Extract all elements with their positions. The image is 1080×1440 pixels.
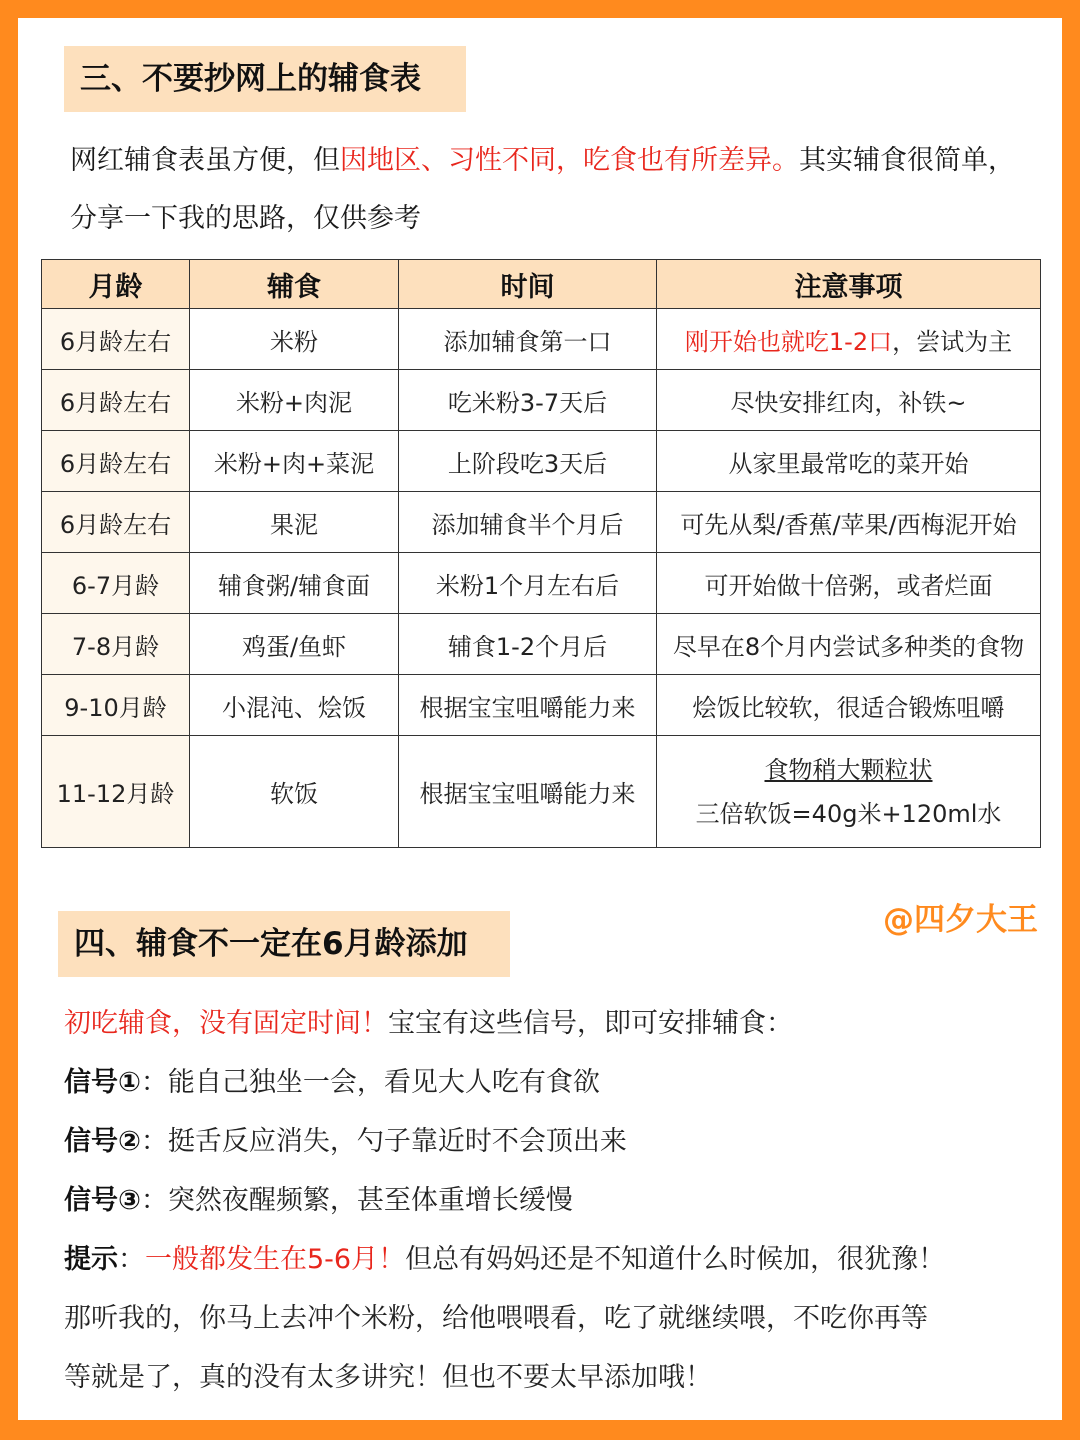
cell-time: 添加辅食半个月后 bbox=[399, 492, 657, 553]
cell-time: 米粉1个月左右后 bbox=[399, 553, 657, 614]
cell-note: 从家里最常吃的菜开始 bbox=[657, 431, 1041, 492]
cell-food: 米粉 bbox=[190, 309, 399, 370]
note-line-2: 三倍软饭=40g米+120ml水 bbox=[695, 799, 1002, 828]
section-4-title: 四、辅食不一定在6月龄添加 bbox=[58, 911, 510, 977]
cell-note: 尽早在8个月内尝试多种类的食物 bbox=[657, 614, 1041, 675]
intro-text: 宝宝有这些信号，即可安排辅食： bbox=[388, 1008, 793, 1039]
tip-text: 但总有妈妈还是不知道什么时候加，很犹豫！ bbox=[405, 1244, 946, 1275]
intro-text-a: 网红辅食表虽方便，但 bbox=[70, 145, 340, 176]
cell-note: 可先从梨/香蕉/苹果/西梅泥开始 bbox=[657, 492, 1041, 553]
cell-food: 小混沌、烩饭 bbox=[190, 675, 399, 736]
intro-highlight: 初吃辅食，没有固定时间！ bbox=[64, 1008, 388, 1039]
tip-line-1 bbox=[64, 1240, 1044, 1280]
table-header-row bbox=[42, 260, 1041, 309]
intro-highlight: 因地区、习性不同，吃食也有所差异。 bbox=[340, 145, 799, 176]
signal-label: 信号② bbox=[64, 1126, 141, 1157]
section-4-intro bbox=[64, 1004, 1044, 1044]
cell-food: 米粉+肉泥 bbox=[190, 370, 399, 431]
cell-note: 可开始做十倍粥，或者烂面 bbox=[657, 553, 1041, 614]
cell-food: 果泥 bbox=[190, 492, 399, 553]
tip-label: 提示 bbox=[64, 1244, 118, 1275]
signal-text: ：挺舌反应消失，勺子靠近时不会顶出来 bbox=[140, 1126, 627, 1157]
signal-label: 信号③ bbox=[64, 1185, 141, 1216]
signal-2 bbox=[64, 1122, 1044, 1162]
table-row bbox=[42, 675, 1041, 736]
cell-note bbox=[657, 309, 1041, 370]
tip-line-3: 等就是了，真的没有太多讲究！但也不要太早添加哦！ bbox=[64, 1362, 712, 1393]
cell-time: 吃米粉3-7天后 bbox=[399, 370, 657, 431]
cell-age: 6月龄左右 bbox=[42, 492, 190, 553]
cell-time: 上阶段吃3天后 bbox=[399, 431, 657, 492]
note-highlight: 刚开始也就吃1-2口 bbox=[684, 327, 893, 356]
cell-time: 根据宝宝咀嚼能力来 bbox=[399, 736, 657, 848]
cell-age: 6月龄左右 bbox=[42, 309, 190, 370]
signal-1 bbox=[64, 1063, 1044, 1103]
cell-age: 6-7月龄 bbox=[42, 553, 190, 614]
signal-text: ：能自己独坐一会，看见大人吃有食欲 bbox=[140, 1067, 600, 1098]
cell-food: 辅食粥/辅食面 bbox=[190, 553, 399, 614]
header-food: 辅食 bbox=[190, 260, 399, 309]
cell-age: 9-10月龄 bbox=[42, 675, 190, 736]
cell-age: 11-12月龄 bbox=[42, 736, 190, 848]
table-row bbox=[42, 736, 1041, 848]
table-row bbox=[42, 370, 1041, 431]
signal-label: 信号① bbox=[64, 1067, 141, 1098]
cell-age: 6月龄左右 bbox=[42, 431, 190, 492]
cell-food: 米粉+肉+菜泥 bbox=[190, 431, 399, 492]
note-text: ，尝试为主 bbox=[892, 327, 1013, 356]
cell-time: 辅食1-2个月后 bbox=[399, 614, 657, 675]
tip-colon: ： bbox=[118, 1244, 145, 1275]
intro-text-b: 其实辅食很简单，分享一下我的思路，仅供参考 bbox=[70, 145, 1015, 234]
cell-time: 根据宝宝咀嚼能力来 bbox=[399, 675, 657, 736]
header-notes: 注意事项 bbox=[657, 260, 1041, 309]
signal-text: ：突然夜醒频繁，甚至体重增长缓慢 bbox=[140, 1185, 573, 1216]
section-3-intro bbox=[70, 132, 1030, 248]
table-row bbox=[42, 614, 1041, 675]
table-row bbox=[42, 553, 1041, 614]
note-line-1: 食物稍大颗粒状 bbox=[764, 755, 933, 784]
header-age: 月龄 bbox=[42, 260, 190, 309]
cell-note: 尽快安排红肉，补铁~ bbox=[657, 370, 1041, 431]
section-3-title: 三、不要抄网上的辅食表 bbox=[64, 46, 466, 112]
page bbox=[18, 18, 1062, 1420]
cell-food: 鸡蛋/鱼虾 bbox=[190, 614, 399, 675]
header-time: 时间 bbox=[399, 260, 657, 309]
cell-note bbox=[657, 736, 1041, 848]
table-row bbox=[42, 431, 1041, 492]
cell-food: 软饭 bbox=[190, 736, 399, 848]
cell-time: 添加辅食第一口 bbox=[399, 309, 657, 370]
food-schedule-table bbox=[41, 259, 1041, 848]
table-row bbox=[42, 309, 1041, 370]
table-row bbox=[42, 492, 1041, 553]
tip-line-2: 那听我的，你马上去冲个米粉，给他喂喂看，吃了就继续喂，不吃你再等 bbox=[64, 1303, 928, 1334]
signal-3 bbox=[64, 1181, 1044, 1221]
cell-note: 烩饭比较软，很适合锻炼咀嚼 bbox=[657, 675, 1041, 736]
cell-age: 7-8月龄 bbox=[42, 614, 190, 675]
tip-highlight: 一般都发生在5-6月！ bbox=[145, 1244, 406, 1275]
author-handle: @四夕大王 bbox=[883, 902, 1038, 938]
cell-age: 6月龄左右 bbox=[42, 370, 190, 431]
